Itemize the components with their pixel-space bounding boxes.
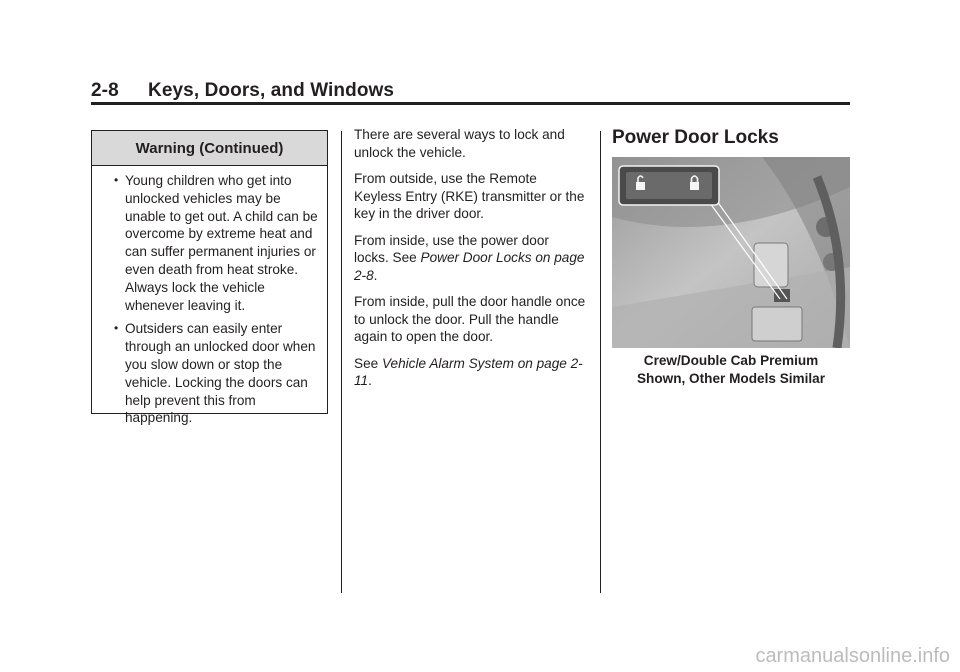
warning-list [92, 166, 327, 427]
door-panel-illustration [612, 157, 850, 348]
paragraph-text: See [354, 355, 382, 371]
paragraph-text: . [373, 267, 378, 283]
watermark: carmanualsonline.info [755, 645, 950, 667]
bullet-icon: • [114, 173, 119, 187]
door-lock-photo [612, 157, 850, 348]
paragraph-text: From inside, use the power door locks. See [354, 232, 549, 265]
column-divider-left [341, 131, 342, 593]
warning-item-text: Outsiders can easily enter through an unlocked door when you slow down or stop the vehicle. Locking the doors can help prevent this from happening. [125, 321, 316, 426]
warning-item [92, 320, 327, 427]
column-divider-right [600, 131, 601, 593]
cross-reference-link[interactable]: Power Door Locks on page 2-8 [354, 250, 585, 283]
section-title: Keys, Doors, and Windows [148, 80, 395, 101]
page-number: 2-8 [91, 80, 119, 101]
bullet-icon: • [114, 321, 119, 336]
paragraph: From outside, use the Remote Keyless Entry (RKE) transmitter or the key in the driver door. [354, 171, 585, 221]
caption-line: Crew/Double Cab Premium [643, 353, 819, 368]
paragraph: There are several ways to lock and unlock the vehicle. [354, 127, 565, 160]
page-header [91, 80, 394, 102]
warning-box [91, 130, 328, 426]
paragraph-text: . [368, 373, 372, 388]
paragraph [354, 355, 586, 390]
body-column [354, 126, 586, 399]
warning-item-text: Young children who get into unlocked vehicles may be unable to get out. A child can be overcome by extreme heat and can suffer permanent injuries or even death from heat stroke. Always lock the vehicle whenever leaving it. [125, 173, 318, 313]
power-door-locks-heading: Power Door Locks [612, 127, 779, 148]
warning-title: Warning (Continued) [92, 131, 327, 166]
header-rule [91, 102, 850, 105]
paragraph: From inside, pull the door handle once to unlock the door. Pull the handle again to open the door. [354, 294, 586, 344]
caption-line: Shown, Other Models Similar [636, 370, 826, 386]
paragraph [354, 232, 586, 285]
warning-item [92, 172, 327, 314]
cross-reference-link[interactable]: Vehicle Alarm System on page 2-11 [354, 355, 583, 388]
photo-caption [612, 352, 850, 387]
